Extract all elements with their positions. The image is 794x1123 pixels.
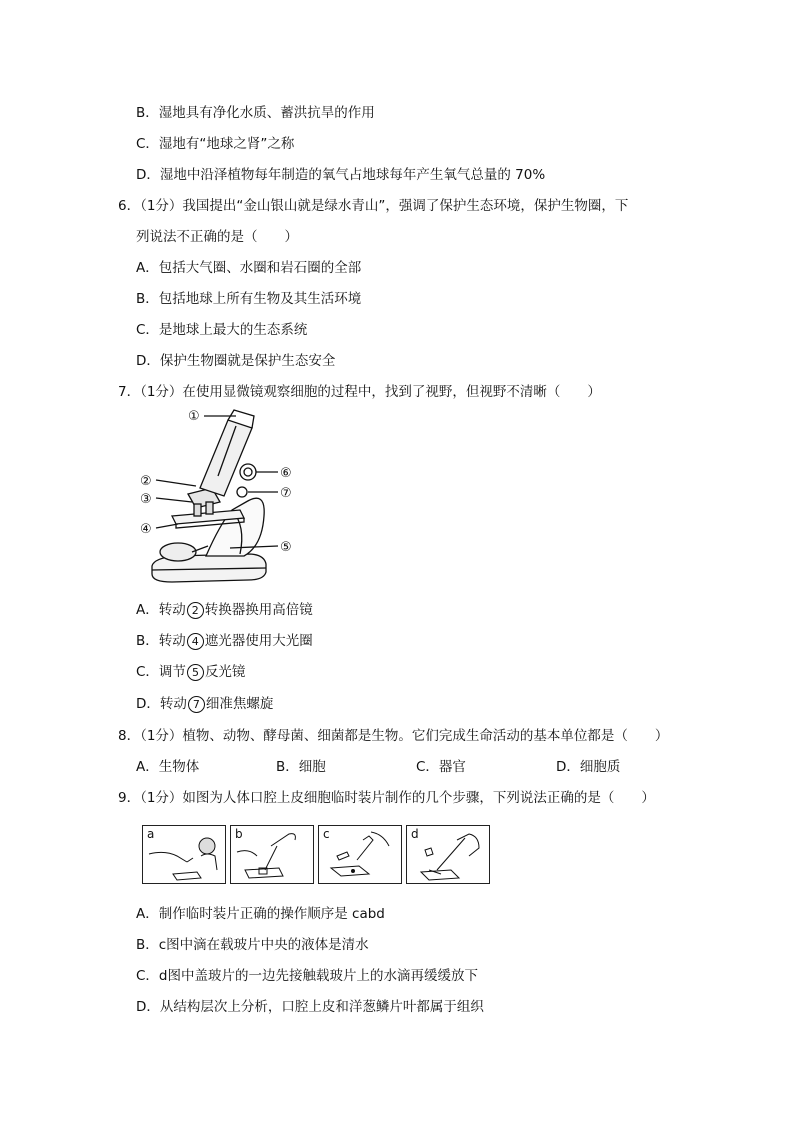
q8-option-d: D．细胞质 <box>556 759 621 775</box>
q6-option-a: A．包括大气圈、水圈和岩石圈的全部 <box>136 260 362 276</box>
circled-number-7: 7 <box>188 696 205 713</box>
step-panel-a <box>142 825 226 884</box>
q9-option-d: D．从结构层次上分析，口腔上皮和洋葱鳞片叶都属于组织 <box>136 999 484 1015</box>
q7-option-b: B．转动 4 遮光器使用大光圈 <box>136 633 313 649</box>
circled-number-2: 2 <box>187 602 204 619</box>
step-panel-d <box>406 825 490 884</box>
step-d-illustration <box>407 826 489 883</box>
q6-stem-line1: 6．（1分）我国提出“金山银山就是绿水青山”，强调了保护生态环境，保护生物圈，下 <box>118 198 629 214</box>
q8-option-a: A．生物体 <box>136 759 200 775</box>
step-b-illustration <box>231 826 313 883</box>
microscope-label-3: ③ <box>140 492 152 507</box>
q6-option-c: C．是地球上最大的生态系统 <box>136 322 308 338</box>
q7-stem: 7．（1分）在使用显微镜观察细胞的过程中，找到了视野，但视野不清晰（ ） <box>118 384 601 400</box>
q5-option-c: C．湿地有“地球之肾”之称 <box>136 136 295 152</box>
step-a-illustration <box>143 826 225 883</box>
step-label-b: b <box>235 827 243 841</box>
q9-option-a: A．制作临时装片正确的操作顺序是 cabd <box>136 906 385 922</box>
microscope-label-5: ⑤ <box>280 540 292 555</box>
microscope-figure <box>136 406 316 586</box>
microscope-label-1: ① <box>188 409 200 424</box>
q9-option-b: B．c图中滴在载玻片中央的液体是清水 <box>136 937 369 953</box>
q6-stem-line2: 列说法不正确的是（ ） <box>136 229 298 245</box>
circled-number-4: 4 <box>187 633 204 650</box>
slide-steps-figure <box>142 825 494 885</box>
q8-stem: 8．（1分）植物、动物、酵母菌、细菌都是生物。它们完成生命活动的基本单位都是（ ） <box>118 728 669 744</box>
microscope-label-7: ⑦ <box>280 486 292 501</box>
microscope-label-4: ④ <box>140 522 152 537</box>
q6-option-d: D．保护生物圈就是保护生态安全 <box>136 353 336 369</box>
q9-option-c: C．d图中盖玻片的一边先接触载玻片上的水滴再缓缓放下 <box>136 968 478 984</box>
microscope-label-2: ② <box>140 474 152 489</box>
step-c-illustration <box>319 826 401 883</box>
step-label-d: d <box>411 827 419 841</box>
circled-number-5: 5 <box>187 664 204 681</box>
step-panel-c <box>318 825 402 884</box>
step-panel-b <box>230 825 314 884</box>
q5-option-b: B．湿地具有净化水质、蓄洪抗旱的作用 <box>136 105 375 121</box>
step-label-a: a <box>147 827 155 841</box>
q8-option-c: C．器官 <box>416 759 466 775</box>
q8-options <box>136 757 696 777</box>
q7-option-a: A．转动 2 转换器换用高倍镜 <box>136 602 313 618</box>
q7-option-c: C．调节 5 反光镜 <box>136 664 246 680</box>
q8-option-b: B．细胞 <box>276 759 326 775</box>
step-label-c: c <box>323 827 330 841</box>
q5-option-d: D．湿地中沿泽植物每年制造的氧气占地球每年产生氧气总量的 70% <box>136 167 546 183</box>
q6-option-b: B．包括地球上所有生物及其生活环境 <box>136 291 362 307</box>
q9-stem: 9．（1分）如图为人体口腔上皮细胞临时装片制作的几个步骤，下列说法正确的是（ ） <box>118 790 655 806</box>
q7-option-d: D．转动 7 细准焦螺旋 <box>136 696 274 712</box>
microscope-label-6: ⑥ <box>280 466 292 481</box>
